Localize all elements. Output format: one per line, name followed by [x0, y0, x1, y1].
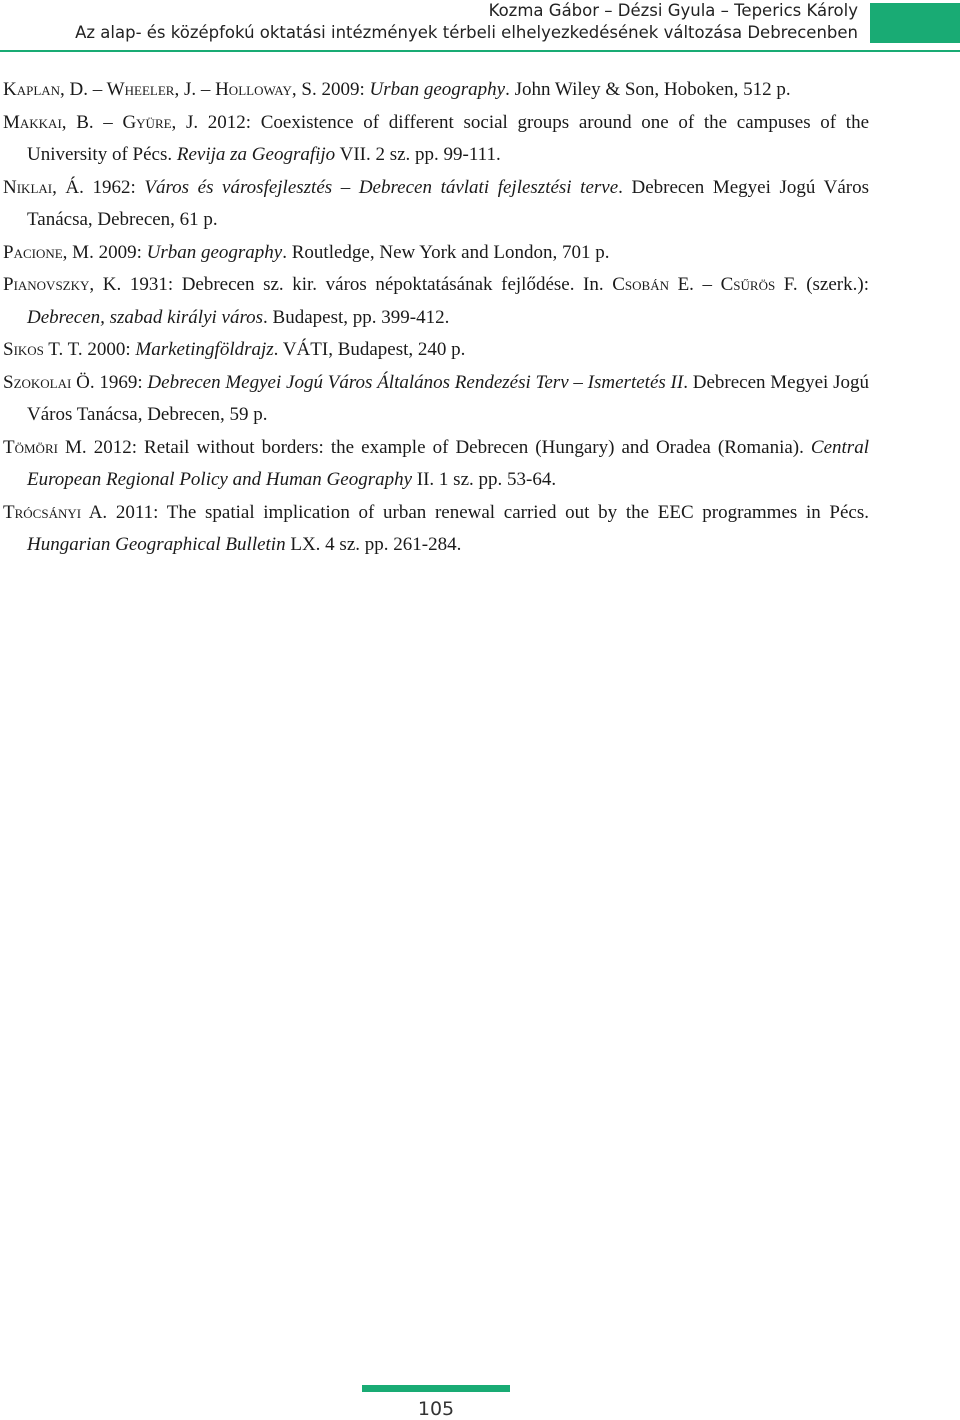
reference-title: Revija za Geografijo — [176, 144, 336, 165]
reference-authors: Kaplan, D. – Wheeler, J. – Holloway, S. — [3, 79, 317, 100]
reference-publisher: . Budapest, pp. 399-412. — [263, 306, 450, 328]
header-rule — [0, 50, 960, 52]
reference-item — [3, 172, 869, 237]
reference-details: 1931: Debrecen sz. kir. város népoktatásának fejlődése. In. — [121, 274, 613, 295]
reference-authors: Niklai, Á. — [3, 176, 84, 198]
reference-details: 1962: — [83, 176, 145, 198]
reference-item — [3, 237, 869, 270]
reference-title: Urban geography — [146, 241, 283, 263]
reference-title: Hungarian Geographical Bulletin — [27, 534, 286, 555]
reference-item — [3, 367, 869, 432]
reference-item — [3, 107, 869, 172]
reference-item — [3, 497, 869, 562]
reference-title: Urban geography — [369, 79, 506, 100]
reference-title: Debrecen Megyei Jogú Város Általános Rendezési Terv – Ismertetés II — [147, 371, 684, 393]
reference-details: 2009: — [316, 79, 370, 100]
reference-item — [3, 269, 869, 334]
reference-publisher: . VÁTI, Budapest, 240 p. — [273, 339, 466, 360]
reference-item — [3, 74, 869, 107]
reference-title: Város és városfejlesztés – Debrecen távlati fejlesztési terve — [144, 176, 619, 198]
reference-authors: Makkai, B. – Gyüre, J. — [3, 111, 199, 133]
header-accent-block — [870, 3, 960, 43]
reference-authors: Sikos T. T. — [3, 339, 83, 360]
reference-publisher: . Routledge, New York and London, 701 p. — [282, 241, 610, 263]
reference-publisher: . Debrecen Megyei Jogú Város Tanácsa, Debrecen, 59 p. — [27, 371, 869, 425]
reference-authors: Pacione, M. — [3, 241, 94, 263]
header-authors: Kozma Gábor – Dézsi Gyula – Teperics Károly — [488, 1, 858, 20]
reference-title: Marketingföldrajz — [135, 339, 274, 360]
reference-authors: Pianovszky, K. — [3, 274, 122, 295]
reference-details: 2000: — [82, 339, 136, 360]
reference-details: 2009: — [93, 241, 147, 263]
reference-publisher: . Debrecen Megyei Jogú Város Tanácsa, Debrecen, 61 p. — [27, 176, 869, 230]
reference-editors-suffix: (szerk.): — [797, 274, 869, 295]
running-header — [0, 0, 858, 44]
footer-accent-bar — [362, 1385, 510, 1392]
reference-title: Central European Regional Policy and Human Geography — [27, 436, 869, 490]
reference-authors: Trócsányi A. — [3, 501, 108, 523]
reference-editors: Csobán E. – Csűrös F. — [612, 274, 798, 295]
page-number: 105 — [417, 1398, 455, 1420]
reference-publisher: VII. 2 sz. pp. 99-111. — [335, 144, 501, 165]
reference-title: Debrecen, szabad királyi város — [27, 306, 264, 328]
reference-details: 2011: The spatial implication of urban renewal carried out by the EEC programmes in Pécs. — [107, 501, 869, 523]
reference-details: 1969: — [94, 371, 148, 393]
reference-list — [3, 74, 869, 562]
reference-authors: Szokolai Ö. — [3, 371, 95, 393]
reference-item — [3, 334, 869, 367]
reference-publisher: . John Wiley & Son, Hoboken, 512 p. — [505, 79, 791, 100]
reference-details: 2012: Retail without borders: the example of Debrecen (Hungary) and Oradea (Romania). — [86, 436, 811, 458]
header-title: Az alap- és középfokú oktatási intézmények térbeli elhelyezkedésének változása Debrecenben — [75, 23, 858, 42]
reference-publisher: II. 1 sz. pp. 53-64. — [412, 469, 557, 490]
reference-item — [3, 432, 869, 497]
reference-authors: Tömöri M. — [3, 436, 87, 458]
reference-details: 2012: Coexistence of different social groups around one of the campuses of the University of Pécs. — [27, 111, 870, 165]
reference-publisher: LX. 4 sz. pp. 261-284. — [285, 534, 462, 555]
